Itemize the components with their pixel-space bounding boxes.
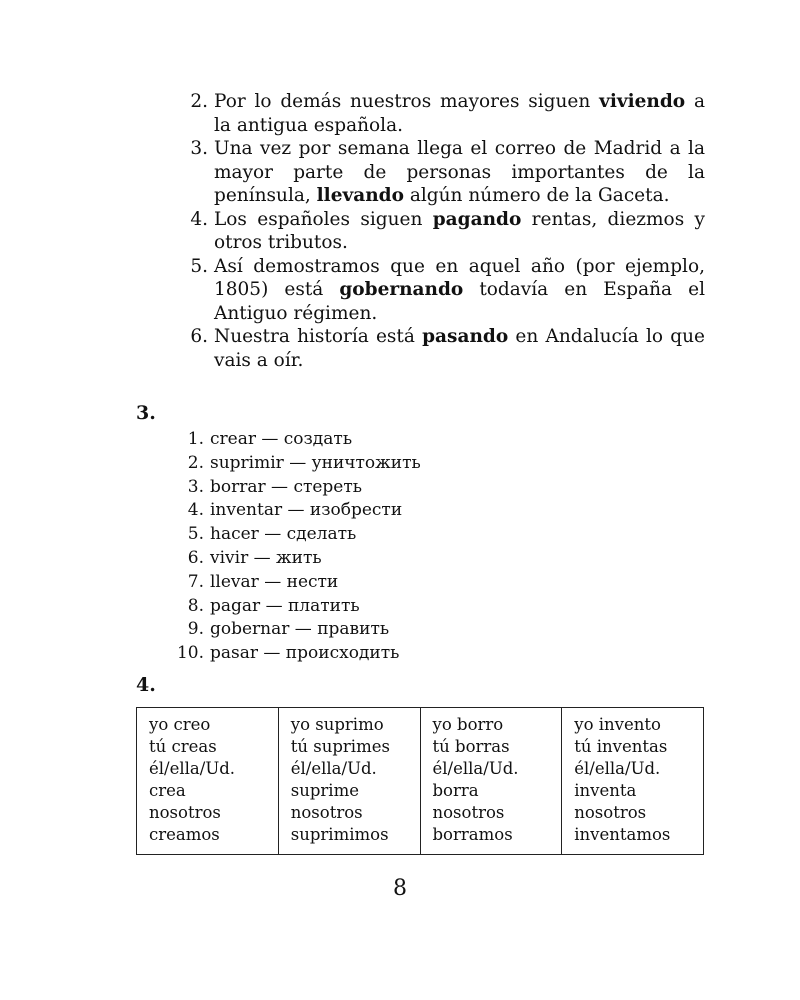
cell-line: nosotros: [574, 803, 647, 822]
cell-line: yo suprimo: [290, 715, 384, 734]
item-number: 3.: [187, 476, 204, 497]
list-item: [170, 90, 705, 137]
list-item: [156, 523, 556, 547]
conjugation-table: [136, 707, 704, 855]
cell-line: suprime: [290, 781, 359, 800]
list-item: [156, 571, 556, 595]
list-item: [156, 428, 556, 452]
item-number: 8.: [187, 595, 204, 616]
list-item: [156, 499, 556, 523]
list-item: [156, 642, 556, 666]
page-number: 8: [393, 876, 407, 901]
cell-line: tú creas: [149, 737, 217, 756]
item-text: llevar — нести: [210, 571, 339, 592]
table-cell-suprimir: [278, 708, 420, 855]
item-text: Así demostramos que en aquel año (por ejemplo, 1805) está gobernando todavía en España el Antiguo régimen.: [214, 255, 705, 324]
item-text: hacer — сделать: [210, 524, 357, 545]
item-number: 5.: [187, 524, 204, 545]
cell-line: él/ella/Ud.: [290, 759, 377, 778]
item-number: 5.: [190, 255, 208, 277]
list-item: [156, 547, 556, 571]
cell-line: creamos: [149, 825, 220, 844]
section3-heading: 3.: [136, 402, 156, 424]
cell-line: borra: [432, 781, 479, 800]
item-number: 2.: [187, 452, 204, 473]
cell-line: él/ella/Ud.: [149, 759, 236, 778]
item-number: 6.: [187, 547, 204, 568]
item-text: gobernar — править: [210, 619, 390, 640]
item-number: 4.: [190, 208, 208, 230]
item-number: 3.: [190, 138, 208, 159]
cell-line: nosotros: [290, 803, 363, 822]
cell-line: inventamos: [574, 825, 671, 844]
item-text: suprimir — уничтожить: [210, 452, 421, 473]
list-item: [156, 452, 556, 476]
cell-line: yo creo: [149, 715, 211, 734]
item-number: 10.: [176, 643, 204, 664]
section2-list: [170, 90, 705, 372]
item-number: 6.: [190, 326, 208, 347]
table-cell-inventar: [562, 708, 704, 855]
item-text: Por lo demás nuestros mayores siguen viviendo a la antigua española.: [214, 91, 705, 136]
cell-line: crea: [149, 781, 186, 800]
cell-line: él/ella/Ud.: [574, 759, 661, 778]
cell-line: tú borras: [432, 737, 510, 756]
cell-line: yo borro: [432, 715, 504, 734]
item-text: pasar — происходить: [210, 643, 400, 664]
table-cell-crear: [137, 708, 279, 855]
item-text: Nuestra historía está pasando en Andalucía lo que vais a oír.: [214, 326, 705, 371]
cell-line: tú suprimes: [290, 737, 390, 756]
cell-line: nosotros: [432, 803, 505, 822]
table-row: [137, 708, 704, 855]
list-item: [156, 618, 556, 642]
item-text: Una vez por semana llega el correo de Madrid a la mayor parte de personas importantes de la península, llevando algún número de la Gaceta.: [214, 138, 705, 206]
item-number: 2.: [190, 91, 208, 112]
list-item: [156, 476, 556, 500]
item-text: pagar — платить: [210, 595, 360, 616]
item-text: crear — создать: [210, 429, 353, 449]
cell-line: borramos: [432, 825, 513, 844]
list-item: [170, 208, 705, 255]
section4-heading: 4.: [136, 674, 156, 696]
table-cell-borrar: [420, 708, 562, 855]
cell-line: él/ella/Ud.: [432, 759, 519, 778]
cell-line: nosotros: [149, 803, 221, 822]
cell-line: inventa: [574, 781, 637, 800]
item-text: Los españoles siguen pagando rentas, diezmos y otros tributos.: [214, 208, 705, 253]
vocabulary-list: [156, 428, 556, 666]
item-number: 1.: [187, 429, 204, 449]
cell-line: tú inventas: [574, 737, 668, 756]
cell-line: suprimimos: [290, 825, 389, 844]
item-number: 9.: [187, 619, 204, 640]
list-item: [170, 325, 705, 372]
cell-line: yo invento: [574, 715, 661, 734]
item-text: inventar — изобрести: [210, 500, 403, 521]
item-text: borrar — стереть: [210, 476, 363, 497]
item-text: vivir — жить: [210, 547, 322, 568]
list-item: [170, 137, 705, 208]
list-item: [170, 255, 705, 326]
item-number: 7.: [187, 571, 204, 592]
item-number: 4.: [187, 500, 204, 521]
list-item: [156, 595, 556, 619]
